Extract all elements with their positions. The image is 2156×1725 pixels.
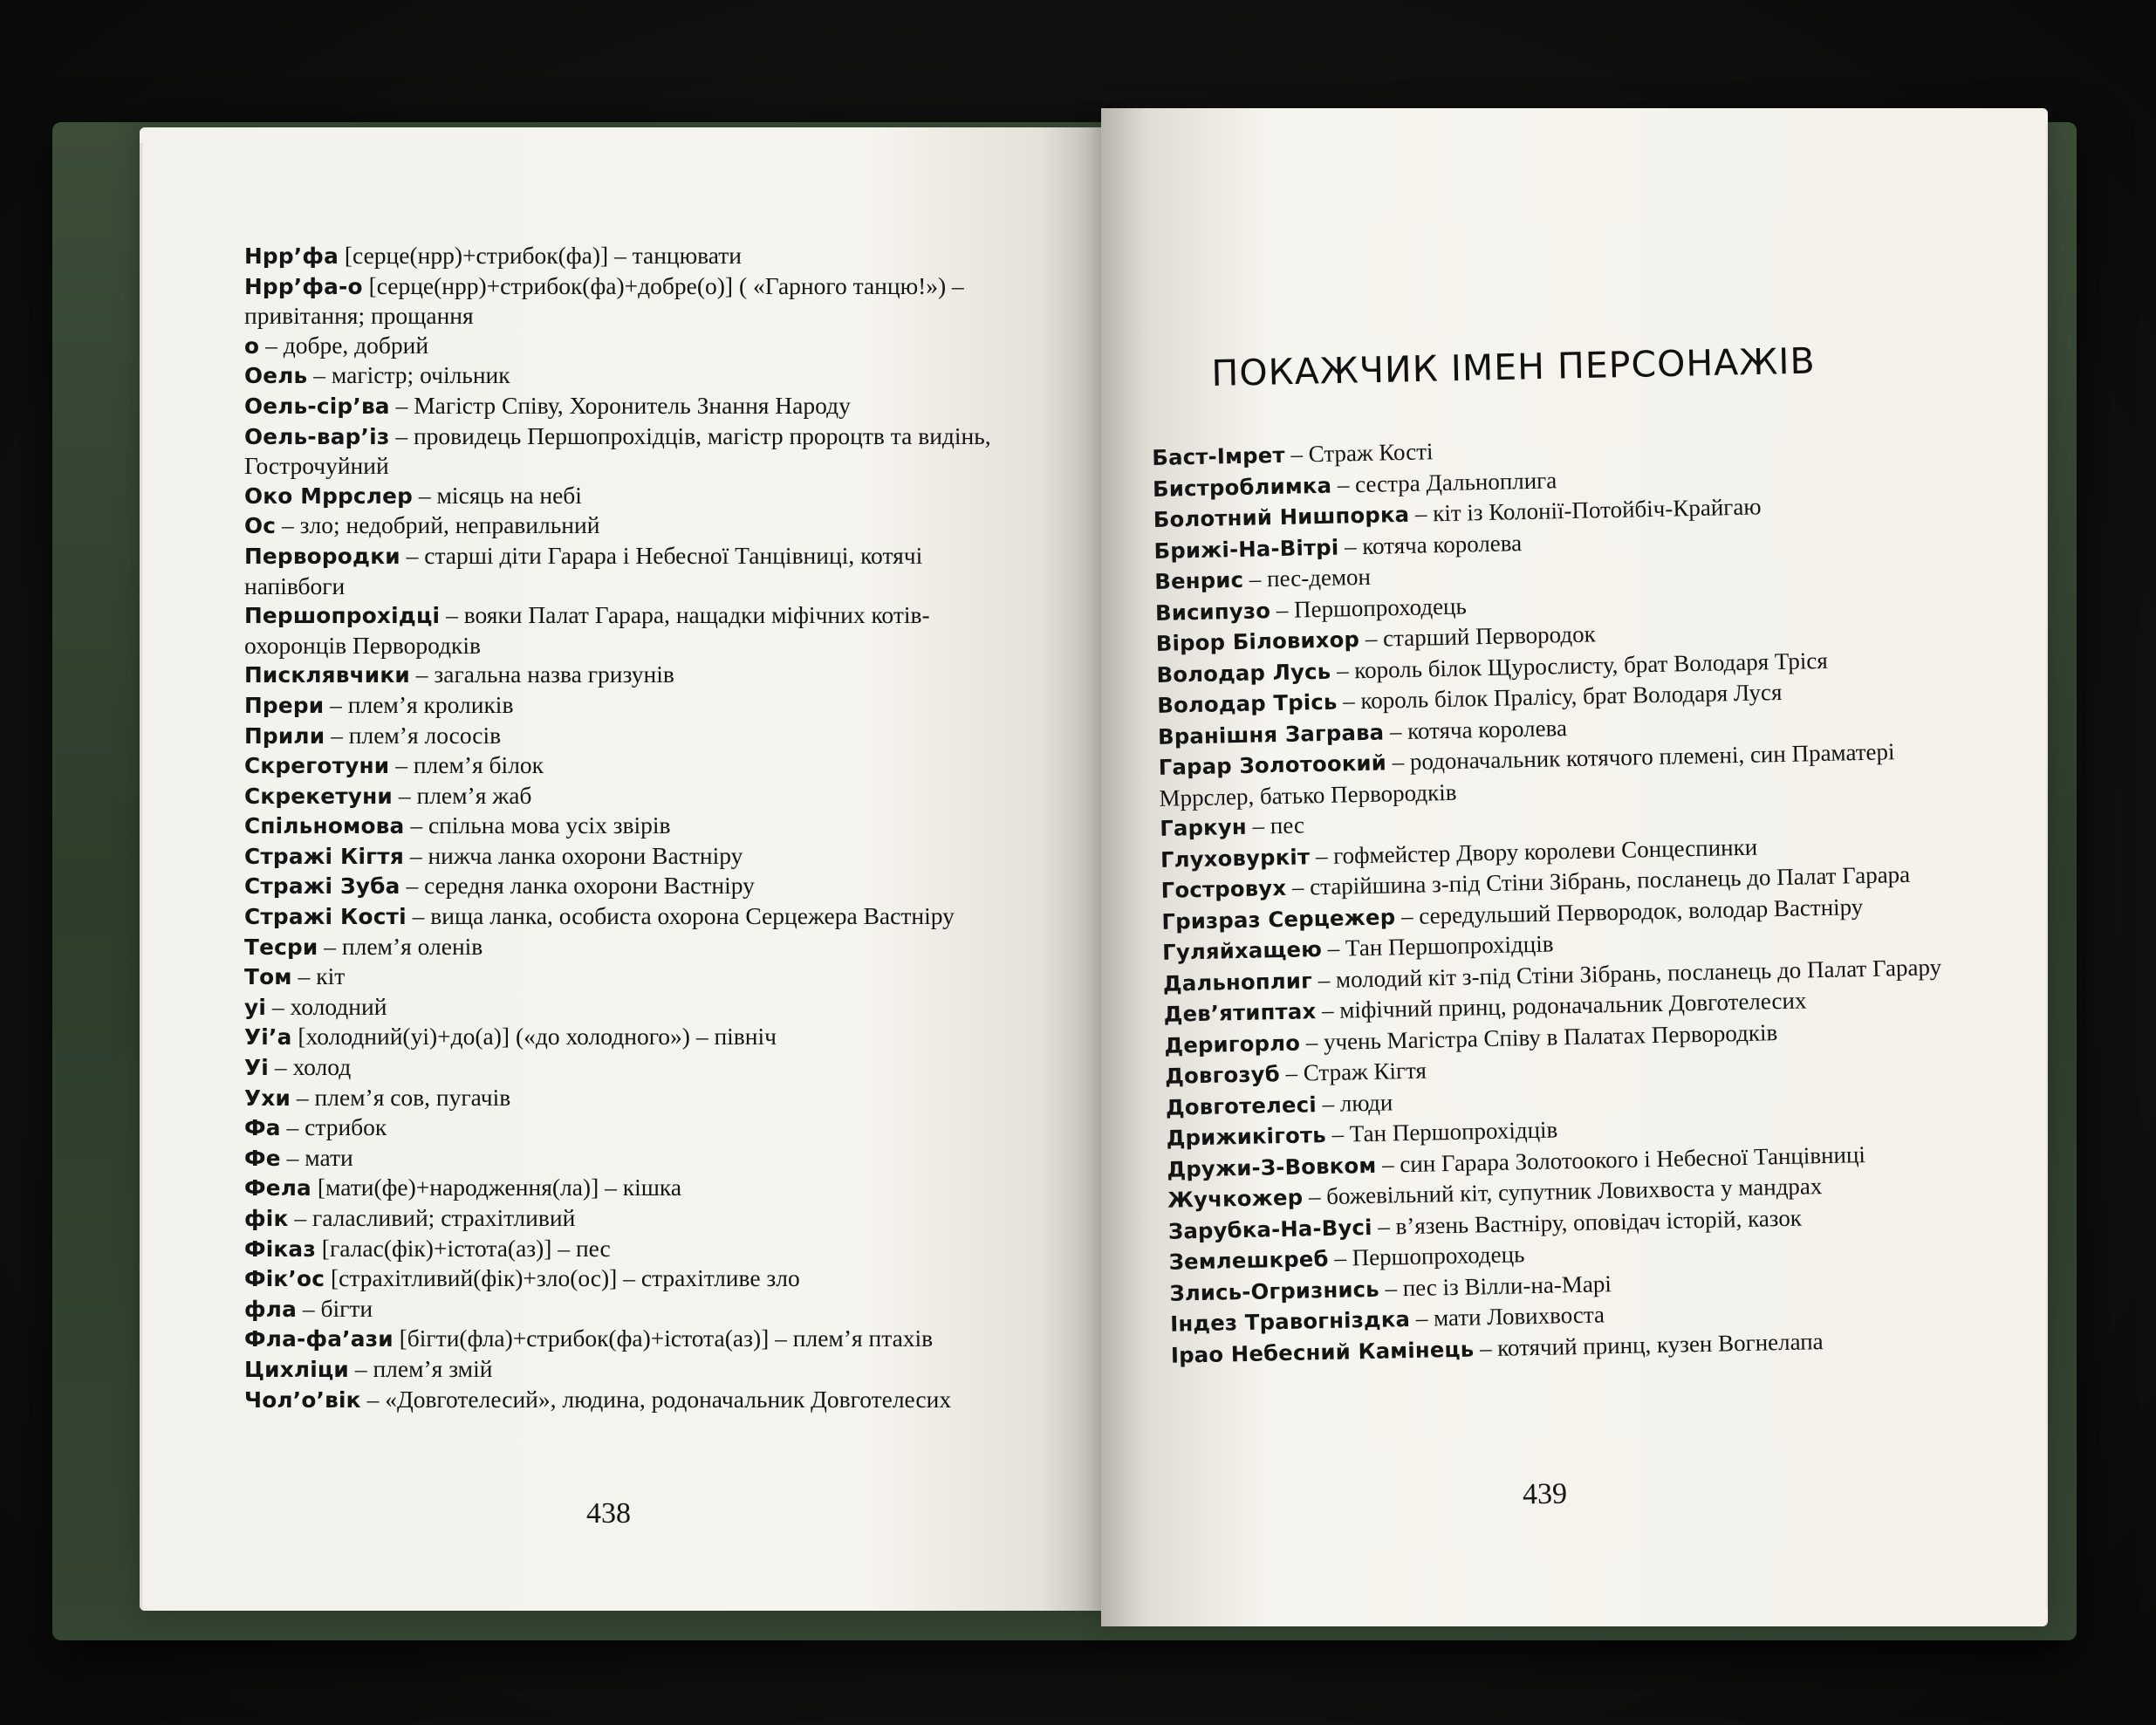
entry-definition: – котяча королева: [1389, 714, 1568, 744]
entry-definition: – стрибок: [286, 1113, 387, 1141]
entry-definition: – плем’я лососів: [331, 721, 502, 749]
entry-term: Дальноплиг: [1162, 967, 1313, 996]
entry-term: Гуляйхащею: [1161, 936, 1323, 965]
entry-definition: – король білок Щурослисту, брат Володаря Тріся: [1336, 647, 1829, 684]
entry-term: Оель: [244, 363, 308, 389]
entry-term: Скрекетуни: [244, 783, 393, 809]
entry: [244, 1143, 1012, 1174]
entry-term: Нрр’фа-о: [244, 273, 363, 299]
entry-definition: – загальна назва гризунів: [415, 661, 674, 688]
entry-term: Довгозуб: [1164, 1061, 1281, 1089]
entry: [244, 331, 1012, 361]
entry-term: Зарубка-На-Вусі: [1167, 1214, 1372, 1244]
entry-definition: – бігти: [302, 1294, 373, 1322]
entry-term: Бистроблимка: [1152, 472, 1332, 502]
entry-definition: – холод: [274, 1053, 352, 1081]
entry-term: Чол’о’вік: [244, 1386, 361, 1413]
entry-definition: – божевільний кіт, супутник Ловихвоста у мандрах: [1308, 1173, 1823, 1210]
entry: [244, 781, 1012, 811]
entry-definition: [серце(нрр)+стрибок(фа)] – танцювати: [344, 242, 743, 269]
entry-term: Фела: [244, 1175, 311, 1201]
entry-definition: – пес-демон: [1249, 563, 1372, 592]
character-index-list: [1152, 426, 1956, 1371]
entry-term: Баст-Імрет: [1152, 442, 1285, 470]
entry-term: Стражі Кості: [244, 904, 407, 930]
entry: [244, 510, 1012, 541]
entry-definition: – Тан Першопрохідців: [1331, 1116, 1558, 1147]
entry: [244, 932, 1012, 962]
entry-term: Довготелесі: [1165, 1091, 1318, 1120]
entry-term: Глуховуркіт: [1160, 843, 1311, 873]
entry-term: Володар Трісь: [1157, 688, 1338, 718]
entry: [244, 1112, 1012, 1143]
entry-term: Володар Лусь: [1156, 658, 1331, 688]
entry: [244, 1173, 1012, 1203]
entry-term: Гарар Золотоокий: [1158, 750, 1387, 780]
entry-term: Деригорло: [1164, 1030, 1301, 1058]
page-number-left: 438: [586, 1497, 631, 1530]
entry-definition: – магістр; очільник: [313, 361, 510, 389]
entry: [244, 871, 1012, 901]
glossary-list: [244, 241, 1012, 1414]
entry: [244, 271, 1012, 331]
entry-definition: – галасливий; страхітливий: [294, 1204, 576, 1231]
entry-term: Уі’а: [244, 1024, 292, 1051]
entry-term: Венрис: [1154, 566, 1244, 594]
entry-definition: – пес: [1252, 811, 1305, 839]
entry: [244, 600, 1012, 660]
entry-definition: – спільна мова усіх звірів: [410, 811, 671, 839]
entry: [244, 541, 1012, 600]
entry-term: Вранішня Заграва: [1157, 719, 1385, 750]
entry: [244, 391, 1012, 421]
entry-term: Фік’ос: [244, 1266, 325, 1292]
left-page: [140, 127, 1108, 1611]
entry-term: Землешкреб: [1168, 1245, 1329, 1275]
entry-definition: – котяча королева: [1344, 529, 1523, 559]
entry-definition: – добре, добрий: [265, 331, 429, 359]
entry-term: Брижі-На-Вітрі: [1153, 534, 1339, 564]
entry-term: Ос: [244, 513, 277, 539]
entry: [244, 750, 1012, 781]
entry: [244, 1324, 1012, 1354]
entry-definition: – мати: [286, 1143, 353, 1171]
entry-definition: – кіт із Колонії-Потойбіч-Крайгаю: [1414, 493, 1762, 527]
entry: [244, 660, 1012, 690]
entry-definition: – син Гарара Золотоокого і Небесної Танцівниці: [1381, 1140, 1866, 1178]
entry-term: Вірор Біловихор: [1155, 626, 1360, 656]
entry-definition: – плем’я змій: [354, 1354, 493, 1382]
entry-term: Уі: [244, 1055, 269, 1081]
right-page-edge: [2046, 124, 2048, 1607]
entry-definition: – Першопроходець: [1334, 1241, 1525, 1271]
entry-definition: – пес із Вілли-на-Марі: [1385, 1270, 1612, 1302]
entry-definition: – в’язень Вастніру, оповідач історій, казок: [1378, 1204, 1803, 1240]
entry: [244, 1294, 1012, 1325]
entry-definition: – молодий кіт з-під Стіни Зібрань, посланець до Палат Гарару: [1318, 953, 1942, 993]
entry-definition: – «Довготелесий», людина, родоначальник Довготелесих: [366, 1385, 952, 1413]
entry-definition: – провидець Першопрохідців, магістр пророцтв та видінь, Гострочуйний: [244, 421, 991, 480]
entry-definition: – зло; недобрий, неправильний: [282, 511, 600, 539]
entry-term: Висипузо: [1154, 597, 1271, 626]
entry-term: Фіказ: [244, 1236, 316, 1262]
entry: [244, 1083, 1012, 1113]
entry-term: Том: [244, 964, 292, 990]
entry-term: фік: [244, 1206, 289, 1231]
entry: [244, 901, 1012, 932]
entry-definition: – кіт: [298, 962, 346, 990]
entry-term: Першопрохідці: [244, 603, 441, 629]
entry-definition: – Магістр Співу, Хоронитель Знання Народу: [395, 391, 851, 419]
entry-term: Фла-фа’ази: [244, 1326, 394, 1352]
entry-definition: – гофмейстер Двору королеви Сонцеспинки: [1315, 833, 1758, 869]
entry-term: Стражі Зуба: [244, 873, 400, 900]
entry-definition: – плем’я жаб: [398, 781, 532, 809]
entry-term: Фе: [244, 1145, 281, 1171]
entry-term: Ухи: [244, 1085, 291, 1111]
entry: [244, 360, 1012, 391]
entry-term: Гаркун: [1159, 813, 1248, 841]
entry-definition: – холодний: [271, 992, 387, 1020]
entry-term: Прери: [244, 692, 325, 718]
entry-term: Стражі Кігтя: [244, 843, 404, 869]
entry-term: Злись-Огризнись: [1169, 1276, 1380, 1306]
entry-term: Писклявчики: [244, 662, 410, 688]
entry-definition: [холодний(уі)+до(а)] («до холодного») – північ: [298, 1023, 777, 1051]
entry-definition: – старійшина з-під Стіни Зібрань, посланець до Палат Гарара: [1291, 860, 1911, 900]
entry: [244, 1385, 1012, 1415]
entry-term: уі: [244, 994, 267, 1020]
entry-definition: – середня ланка охорони Вастніру: [406, 872, 755, 900]
entry: [244, 481, 1012, 511]
entry-definition: – учень Магістра Співу в Палатах Первородків: [1305, 1018, 1778, 1055]
entry-term: Прили: [244, 722, 325, 749]
entry-term: Цихліци: [244, 1356, 349, 1382]
page-number-right: 439: [1522, 1477, 1568, 1511]
entry-definition: [страхітливий(фік)+зло(ос)] – страхітливе зло: [330, 1264, 800, 1292]
entry-definition: [галас(фік)+істота(аз)] – пес: [321, 1234, 611, 1262]
entry-term: фла: [244, 1296, 297, 1322]
entry: [244, 690, 1012, 721]
entry-definition: [мати(фе)+народження(ла)] – кішка: [317, 1174, 682, 1201]
entry-term: Дев’ятиптах: [1163, 998, 1317, 1027]
entry-term: Фа: [244, 1115, 281, 1141]
entry-term: Первородки: [244, 543, 400, 569]
right-page: [1101, 108, 2048, 1626]
entry-definition: – люди: [1322, 1088, 1393, 1117]
entry-term: Дрижикіготь: [1166, 1121, 1327, 1151]
entry-definition: – нижча ланка охорони Вастніру: [409, 841, 743, 869]
entry: [244, 841, 1012, 872]
entry-term: Спільномова: [244, 813, 405, 839]
entry-term: Індез Травогніздка: [1169, 1306, 1411, 1337]
entry-definition: – Тан Першопрохідців: [1327, 930, 1554, 962]
entry: [244, 1234, 1012, 1264]
entry-term: Тесри: [244, 934, 318, 960]
entry-term: Гостровух: [1160, 874, 1287, 903]
entry: [244, 421, 1012, 481]
entry-term: Жучкожер: [1167, 1184, 1304, 1213]
entry-definition: – плем’я кроликів: [330, 690, 514, 718]
entry-term: Нрр’фа: [244, 243, 339, 269]
entry-definition: – місяць на небі: [418, 481, 582, 509]
entry-definition: – плем’я оленів: [324, 932, 483, 960]
entry: [244, 1022, 1012, 1052]
entry-definition: – сестра Дальноплига: [1337, 466, 1557, 498]
entry-definition: – міфічний принц, родоначальник Довготелесих: [1321, 987, 1807, 1024]
entry: [244, 1203, 1012, 1234]
index-heading: ПОКАЖЧИК ІМЕН ПЕРСОНАЖІВ: [1211, 339, 1817, 394]
entry-definition: – вища ланка, особиста охорона Серцежера Вастніру: [412, 902, 955, 930]
entry: [244, 992, 1012, 1023]
entry-definition: – Страж Кігтя: [1285, 1057, 1427, 1086]
entry-term: Ірао Небесний Камінець: [1170, 1335, 1475, 1368]
entry-definition: – Першопроходець: [1276, 592, 1468, 623]
entry: [244, 1354, 1012, 1385]
entry-definition: – вояки Палат Гарара, нащадки міфічних котів-охоронців Первородків: [244, 601, 930, 659]
entry-term: Скреготуни: [244, 753, 390, 779]
entry: [244, 962, 1012, 992]
entry-definition: – середульший Первородок, володар Вастніру: [1400, 893, 1864, 929]
entry-term: о: [244, 332, 260, 359]
entry-definition: – старший Первородок: [1365, 620, 1596, 652]
entry-term: Оель-сір’ва: [244, 393, 390, 419]
entry-term: Оель-вар’із: [244, 423, 390, 449]
entry-definition: – плем’я сов, пугачів: [296, 1083, 511, 1111]
entry-definition: [бігти(фла)+стрибок(фа)+істота(аз)] – плем’я птахів: [399, 1325, 934, 1352]
entry: [244, 811, 1012, 841]
entry-definition: – король білок Пралісу, брат Володаря Луся: [1342, 678, 1783, 715]
entry-definition: – Страж Кості: [1290, 438, 1434, 468]
left-page-edge: [140, 143, 143, 1611]
entry-definition: [серце(нрр)+стрибок(фа)+добре(о)] ( «Гарного танцю!») – привітання; прощання: [244, 271, 964, 330]
entry-definition: – родоначальник котячого племені, син Праматері Мррслер, батько Первородків: [1159, 738, 1895, 811]
entry-term: Око Мррслер: [244, 483, 414, 509]
entry-term: Дружи-З-Вовком: [1167, 1152, 1377, 1182]
entry: [244, 241, 1012, 271]
entry-definition: – старші діти Гарара і Небесної Танцівниці, котячі напівбоги: [244, 541, 923, 599]
entry-definition: – котячий принц, кузен Вогнелапа: [1479, 1327, 1824, 1361]
entry: [244, 1263, 1012, 1294]
entry-definition: – мати Ловихвоста: [1415, 1301, 1605, 1331]
entry-term: Гризраз Серцежер: [1161, 903, 1396, 934]
entry-term: Болотний Нишпорка: [1153, 501, 1410, 532]
entry-definition: – плем’я білок: [395, 751, 544, 779]
entry: [244, 1052, 1012, 1083]
entry: [244, 721, 1012, 751]
